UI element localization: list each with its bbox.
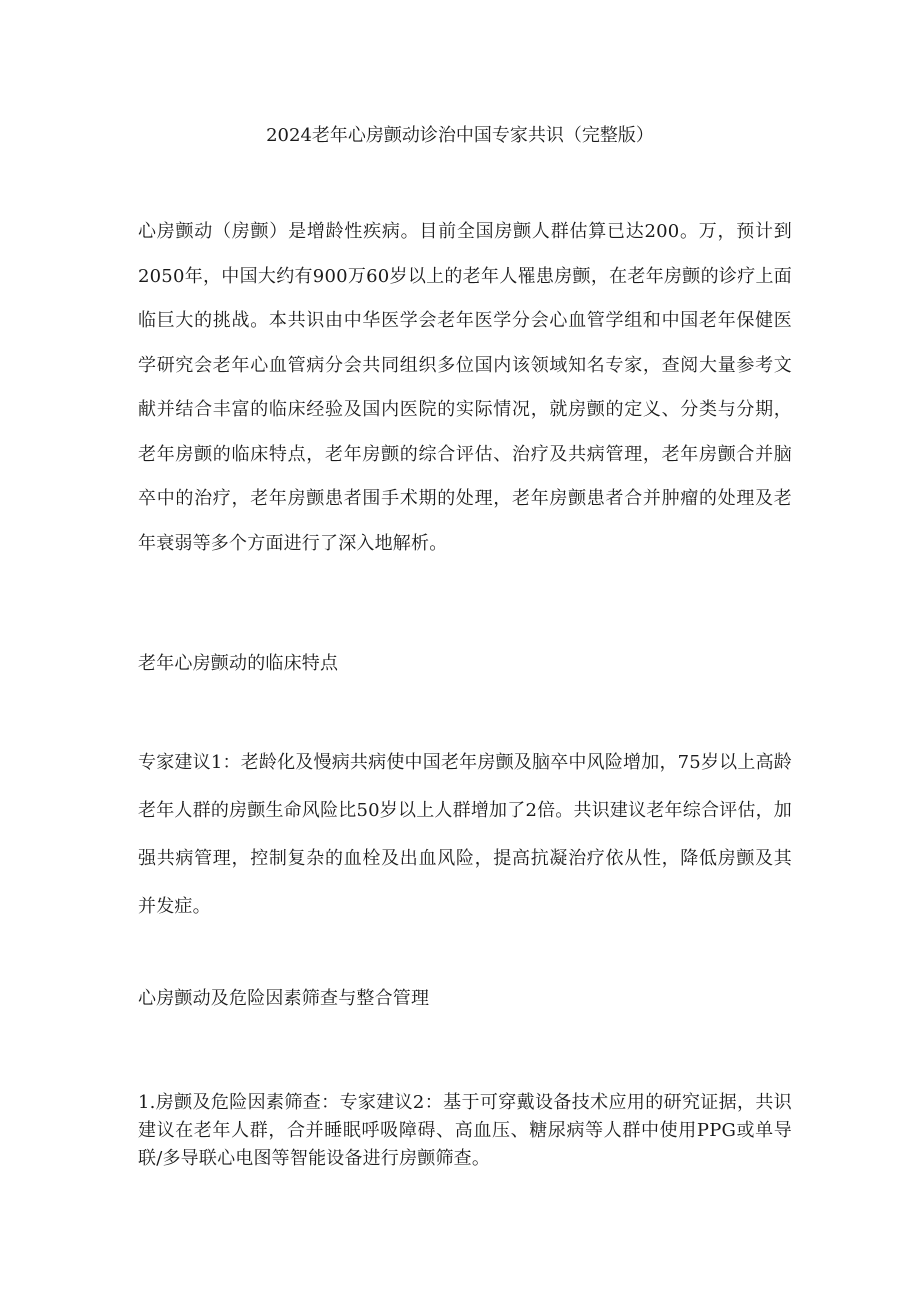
expert-recommendation-1: 专家建议1：老龄化及慢病共病使中国老年房颤及脑卒中风险增加，75岁以上高龄老年人群的房颤生命风险比50岁以上人群增加了2倍。共识建议老年综合评估，加强共病管理，控制复杂的血栓及出血风险，提高抗凝治疗依从性，降低房颤及其并发症。	[138, 752, 792, 917]
expert-recommendation-2: 1.房颤及危险因素筛查：专家建议2：基于可穿戴设备技术应用的研究证据，共识建议在老年人群，合并睡眠呼吸障碍、高血压、糖尿病等人群中使用PPG或单导联/多导联心电图等智能设备进行房颤筛查。	[138, 1092, 792, 1169]
section-heading-clinical-features: 老年心房颤动的临床特点	[138, 653, 339, 674]
document-title: 2024老年心房颤动诊治中国专家共识（完整版）	[266, 125, 654, 146]
section-heading-screening: 心房颤动及危险因素筛查与整合管理	[138, 988, 430, 1009]
intro-paragraph: 心房颤动（房颤）是增龄性疾病。目前全国房颤人群估算已达200。万，预计到2050年，中国大约有900万60岁以上的老年人罹患房颤，在老年房颤的诊疗上面临巨大的挑战。本共识由中华医学会老年医学分会心血管学组和中国老年保健医学研究会老年心血管病分会共同组织多位国内该领域知名专家，查阅大量参考文献并结合丰富的临床经验及国内医院的实际情况，就房颤的定义、分类与分期，老年房颤的临床特点，老年房颤的综合评估、治疗及共病管理，老年房颤合并脑卒中的治疗，老年房颤患者围手术期的处理，老年房颤患者合并肿瘤的处理及老年衰弱等多个方面进行了深入地解析。	[138, 221, 792, 554]
